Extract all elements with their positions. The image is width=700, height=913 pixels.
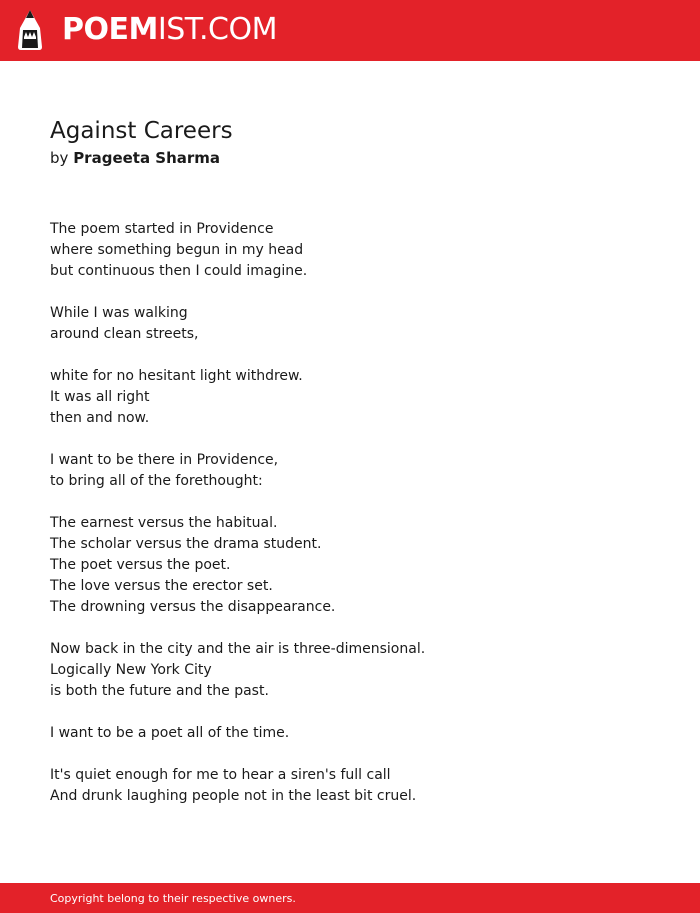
poem-line: but continuous then I could imagine. (50, 263, 308, 279)
pencil-logo-icon[interactable] (17, 9, 43, 51)
poem-line: I want to be a poet all of the time. (50, 725, 290, 741)
site-header (0, 0, 700, 61)
poem-title: Against Careers (50, 118, 233, 144)
poem-line: around clean streets, (50, 326, 199, 342)
poem-body (50, 219, 670, 828)
poem-line: where something begun in my head (50, 242, 304, 258)
poem-author: Prageeta Sharma (73, 149, 221, 167)
poem-stanza (50, 366, 670, 429)
poem-line: It was all right (50, 389, 150, 405)
poem-line: white for no hesitant light withdrew. (50, 368, 303, 384)
poem-line: The earnest versus the habitual. (50, 515, 278, 531)
poem-line: And drunk laughing people not in the least bit cruel. (50, 788, 417, 804)
poem-stanza (50, 639, 670, 702)
poem-line: The love versus the erector set. (50, 578, 273, 594)
poem-stanza (50, 513, 670, 618)
byline-prefix: by (50, 149, 69, 167)
poem-line: The drowning versus the disappearance. (50, 599, 336, 615)
poem-line: Logically New York City (50, 662, 212, 678)
poem-line: is both the future and the past. (50, 683, 269, 699)
poem-line: then and now. (50, 410, 150, 426)
poem-stanza (50, 765, 670, 807)
poem-byline (50, 148, 220, 169)
poem-stanza (50, 723, 670, 744)
poem-line: It's quiet enough for me to hear a siren's full call (50, 767, 391, 783)
poem-line: While I was walking (50, 305, 188, 321)
logo-text-light: IST.COM (157, 12, 277, 47)
site-logo-link[interactable] (62, 12, 277, 48)
poem-stanza (50, 219, 670, 282)
poem-line: The poet versus the poet. (50, 557, 231, 573)
poem-stanza (50, 303, 670, 345)
logo-text-bold: POEM (62, 12, 158, 47)
poem-stanza (50, 450, 670, 492)
poem-line: Now back in the city and the air is three-dimensional. (50, 641, 426, 657)
copyright-notice: Copyright belong to their respective owners. (50, 892, 296, 905)
site-footer (0, 883, 700, 913)
poem-line: to bring all of the forethought: (50, 473, 263, 489)
poem-line: I want to be there in Providence, (50, 452, 279, 468)
poem-line: The poem started in Providence (50, 221, 274, 237)
poem-line: The scholar versus the drama student. (50, 536, 322, 552)
